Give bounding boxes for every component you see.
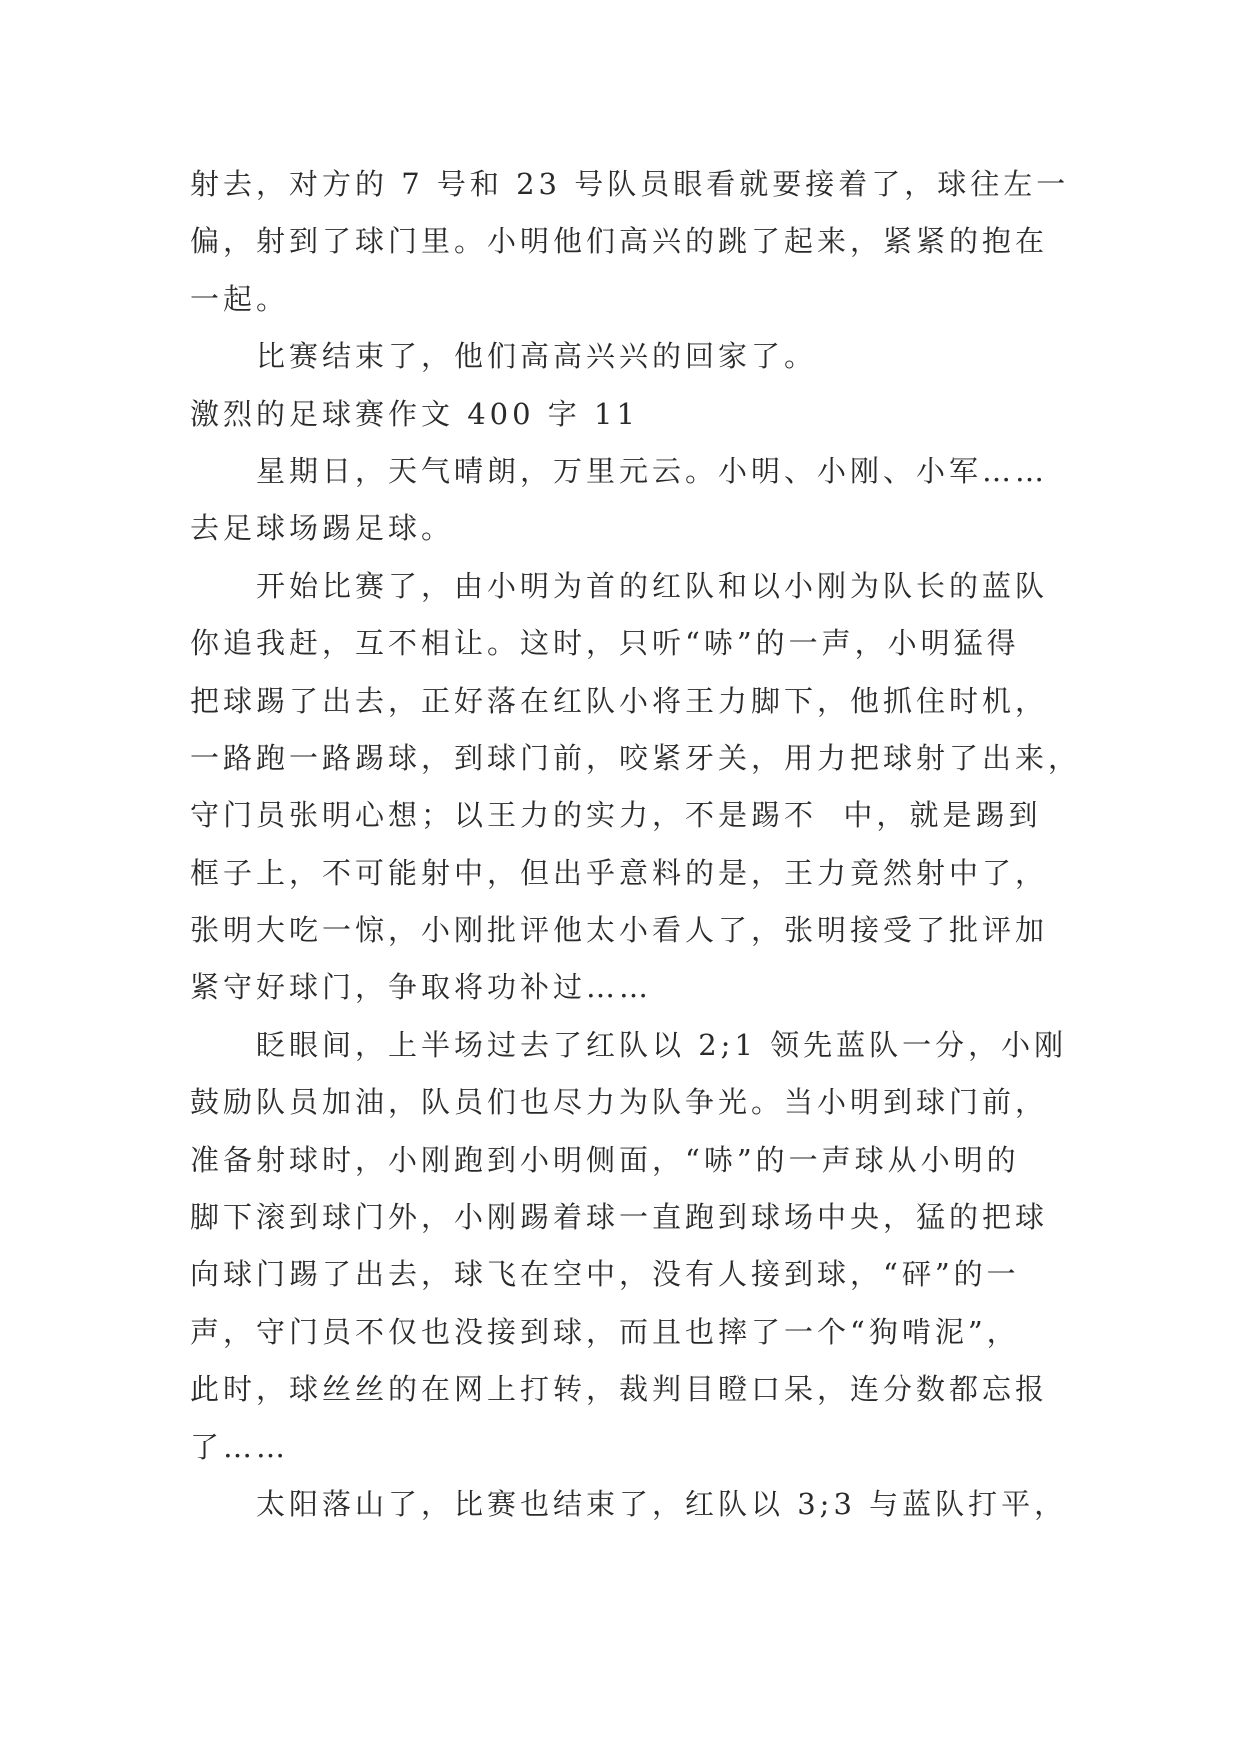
text-line: 声，守门员不仅也没接到球，而且也摔了一个“狗啃泥”， bbox=[190, 1314, 1020, 1349]
text-line: 偏，射到了球门里。小明他们高兴的跳了起来，紧紧的抱在 bbox=[190, 224, 1049, 259]
text-line: 向球门踢了出去，球飞在空中，没有人接到球，“砰”的一 bbox=[190, 1257, 1020, 1292]
text-line: 张明大吃一惊，小刚批评他太小看人了，张明接受了批评加 bbox=[190, 913, 1049, 948]
text-line: 鼓励队员加油，队员们也尽力为队争光。当小明到球门前， bbox=[190, 1085, 1049, 1120]
text-line: 你追我赶，互不相让。这时，只听“哧”的一声，小明猛得 bbox=[190, 626, 1020, 661]
text-line: 此时，球丝丝的在网上打转，裁判目瞪口呆，连分数都忘报 bbox=[190, 1372, 1049, 1407]
text-line: 射去，对方的 7 号和 23 号队员眼看就要接着了，球往左一 bbox=[190, 167, 1070, 201]
text-line: 框子上，不可能射中，但出乎意料的是，王力竟然射中了， bbox=[190, 855, 1049, 890]
document-body bbox=[190, 156, 1090, 1533]
text-line: 紧守好球门，争取将功补过…… bbox=[190, 970, 653, 1005]
text-line: 一起。 bbox=[190, 281, 290, 316]
text-line: 眨眼间，上半场过去了红队以 2;1 领先蓝队一分，小刚 bbox=[256, 1027, 1068, 1062]
text-line: 开始比赛了，由小明为首的红队和以小刚为队长的蓝队 bbox=[256, 568, 1049, 603]
text-line: 去足球场踢足球。 bbox=[190, 511, 455, 546]
text-line: 把球踢了出去，正好落在红队小将王力脚下，他抓住时机， bbox=[190, 683, 1049, 718]
text-line: 比赛结束了，他们高高兴兴的回家了。 bbox=[256, 339, 818, 374]
text-line: 守门员张明心想；以王力的实力，不是踢不 中，就是踢到 bbox=[190, 798, 1042, 833]
text-line: 一路跑一路踢球，到球门前，咬紧牙关，用力把球射了出来， bbox=[190, 740, 1082, 775]
text-line: 星期日，天气晴朗，万里元云。小明、小刚、小军…… bbox=[256, 453, 1049, 488]
article-title: 激烈的足球赛作文 400 字 11 bbox=[190, 396, 639, 431]
text-line: 准备射球时，小刚跑到小明侧面，“哧”的一声球从小明的 bbox=[190, 1142, 1020, 1177]
text-line: 脚下滚到球门外，小刚踢着球一直跑到球场中央，猛的把球 bbox=[190, 1200, 1049, 1235]
text-line: 了…… bbox=[190, 1429, 290, 1464]
text-line: 太阳落山了，比赛也结束了，红队以 3;3 与蓝队打平， bbox=[256, 1486, 1068, 1521]
